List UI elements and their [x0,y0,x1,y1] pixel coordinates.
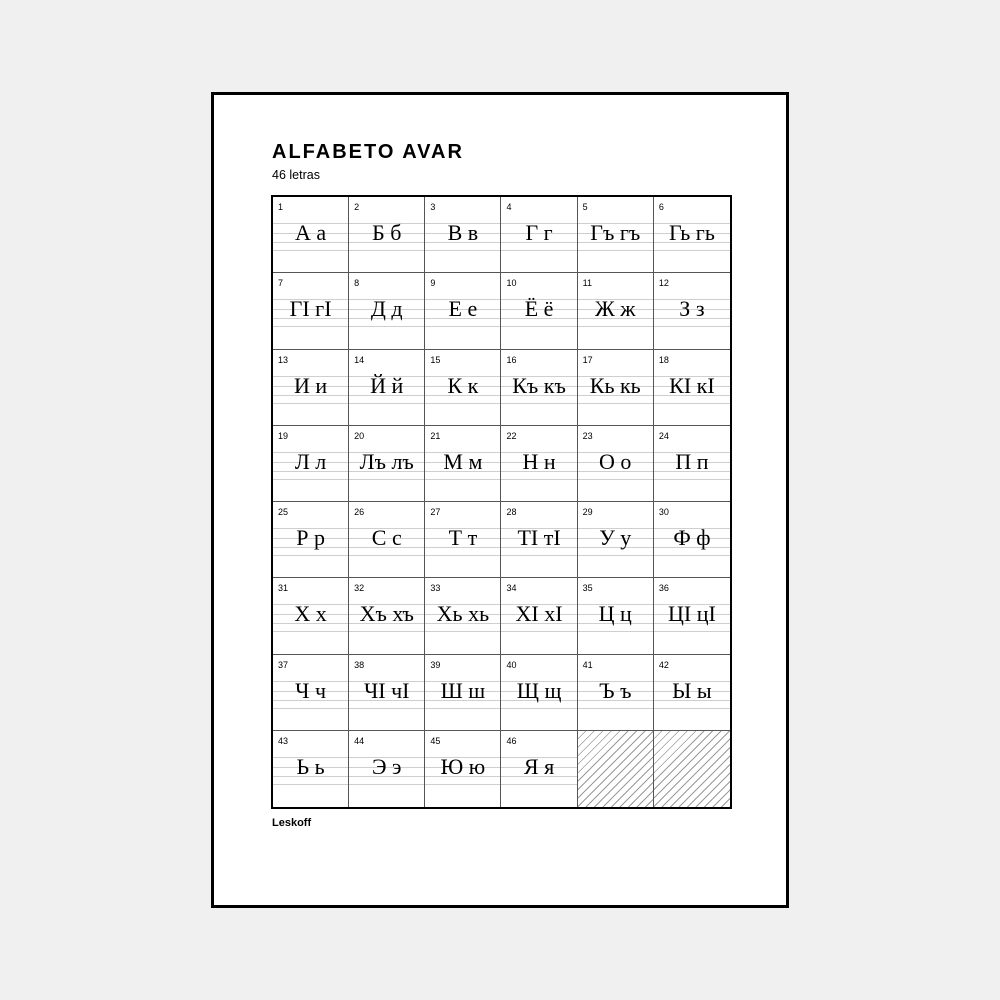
letter-number: 38 [354,659,365,670]
letter-cell [425,578,501,654]
letter-glyph: Я я [523,753,555,779]
letter-cell [501,655,577,731]
letter-glyph: Хь хь [436,601,490,627]
letter-cell [501,350,577,426]
letter-cell [501,273,577,349]
letter-cell [425,350,501,426]
letter-number: 20 [354,430,365,441]
letter-number: 30 [658,507,669,517]
letter-glyph: О о [599,448,632,474]
letter-number: 4 [506,202,512,212]
alphabet-poster [211,92,789,908]
letter-glyph: Гъ гъ [590,220,641,245]
letter-number: 39 [430,659,441,670]
letter-cell [501,731,577,807]
letter-cell [654,502,730,578]
letter-number: 32 [354,583,365,594]
letter-number: 27 [430,507,441,517]
letter-cell [273,502,349,578]
letter-cell [654,350,730,426]
letter-cell [654,273,730,349]
letter-glyph: Н н [522,448,556,474]
letter-glyph: Л л [294,448,327,474]
empty-hatched-cell [578,731,654,807]
letter-glyph: Ю ю [440,753,486,779]
letter-glyph: ТӀ тӀ [517,525,561,550]
letter-cell [654,197,730,273]
letter-cell [578,502,654,578]
letter-cell [349,273,425,349]
letter-cell [349,578,425,654]
poster-title: ALFABETO AVAR [272,141,464,163]
letter-glyph: Кь кь [589,372,641,398]
letter-number: 40 [506,659,517,670]
letter-glyph: Е е [448,296,478,322]
letter-number: 24 [658,430,669,441]
letter-glyph: Гь гь [668,220,715,245]
letter-glyph: З з [679,296,705,322]
letter-number: 41 [582,659,593,670]
letter-cell [578,578,654,654]
letter-number: 17 [582,354,593,365]
letter-number: 12 [658,278,669,289]
letter-glyph: Х х [294,601,327,627]
letter-cell [425,731,501,807]
letter-number: 21 [430,430,441,441]
letter-cell [273,350,349,426]
letter-number: 8 [354,278,360,289]
letter-glyph: В в [447,220,479,245]
letter-number: 31 [278,583,289,594]
letter-number: 10 [506,278,517,289]
letter-number: 15 [430,354,441,365]
letter-number: 29 [582,507,593,517]
letter-glyph: А а [295,220,327,245]
letter-cell [501,578,577,654]
letter-glyph: Э э [372,753,402,779]
letter-number: 44 [354,735,365,746]
letter-cell [273,273,349,349]
letter-number: 42 [658,659,669,670]
letter-cell [578,655,654,731]
letter-glyph: Ь ь [296,753,325,779]
letter-number: 9 [430,278,436,289]
letter-number: 11 [582,278,592,289]
letter-cell [273,426,349,502]
letter-cell [425,655,501,731]
letter-cell [425,502,501,578]
letter-glyph: ЧӀ чӀ [363,677,410,703]
letter-cell [578,273,654,349]
letter-cell [273,731,349,807]
letter-cell [425,273,501,349]
letter-glyph: И и [293,372,328,398]
letter-number: 22 [506,430,517,441]
letter-number: 2 [354,202,360,212]
letter-glyph: Д д [370,296,403,322]
letter-glyph: Р р [296,525,325,550]
letter-cell [425,197,501,273]
letter-glyph: Т т [448,525,478,550]
letter-glyph: У у [599,525,632,550]
letter-number: 23 [582,430,593,441]
letter-cell [578,426,654,502]
letter-number: 45 [430,735,441,746]
letter-glyph: С с [371,525,402,550]
letter-cell [349,197,425,273]
letter-cell [349,350,425,426]
letter-number: 6 [658,202,664,212]
letter-glyph: Ц ц [598,601,632,627]
letter-cell [654,655,730,731]
letter-number: 18 [658,354,669,365]
letter-cell [578,197,654,273]
empty-hatched-cell [654,731,730,807]
letter-glyph: Щ щ [516,677,562,703]
letter-cell [273,578,349,654]
letter-cell [349,426,425,502]
letter-glyph: Ы ы [672,677,712,703]
letter-glyph: Ф ф [673,525,711,550]
letter-glyph: КӀ кӀ [669,372,715,398]
letter-glyph: М м [443,448,483,474]
letter-number: 1 [278,202,284,212]
letter-cell [273,197,349,273]
letter-number: 43 [278,735,289,746]
letter-glyph: Й й [370,372,404,398]
letter-glyph: Ъ ъ [599,677,632,703]
letter-glyph: Г г [525,220,553,245]
letter-glyph: Ч ч [295,677,327,703]
letter-cell [654,578,730,654]
letter-number: 25 [278,507,289,517]
letter-number: 5 [582,202,588,212]
letter-number: 14 [354,354,365,365]
letter-glyph: Лъ лъ [359,448,414,474]
letter-number: 35 [582,583,593,594]
letter-glyph: К к [447,372,479,398]
letter-cell [501,197,577,273]
letter-number: 28 [506,507,517,517]
letter-number: 3 [430,202,436,212]
letter-glyph: Ж ж [595,296,636,322]
letter-number: 34 [506,583,517,594]
letter-number: 33 [430,583,441,594]
letter-glyph: П п [675,448,709,474]
letter-glyph: Ш ш [440,677,486,703]
letter-cell [349,731,425,807]
letter-number: 7 [278,278,284,289]
brand-logo: Leskoff [272,817,312,829]
letter-cell [349,502,425,578]
letter-cell [578,350,654,426]
letter-cell [501,502,577,578]
letter-cell [349,655,425,731]
letter-grid [271,195,732,809]
letter-glyph: ХӀ хӀ [515,601,563,627]
letter-cell [501,426,577,502]
letter-number: 16 [506,354,517,365]
letter-number: 36 [658,583,669,594]
letter-glyph: Б б [372,220,402,245]
letter-number: 19 [278,430,289,441]
letter-glyph: Ё ё [524,296,554,322]
letter-number: 13 [278,354,289,365]
letter-number: 26 [354,507,365,517]
letter-number: 46 [506,735,517,746]
poster-subtitle: 46 letras [272,168,320,182]
letter-cell [425,426,501,502]
letter-cell [654,426,730,502]
letter-glyph: Хъ хъ [359,601,414,627]
letter-glyph: Къ къ [512,372,566,398]
letter-cell [273,655,349,731]
letter-glyph: ГӀ гӀ [289,296,332,322]
letter-number: 37 [278,659,289,670]
letter-glyph: ЦӀ цӀ [667,601,716,627]
